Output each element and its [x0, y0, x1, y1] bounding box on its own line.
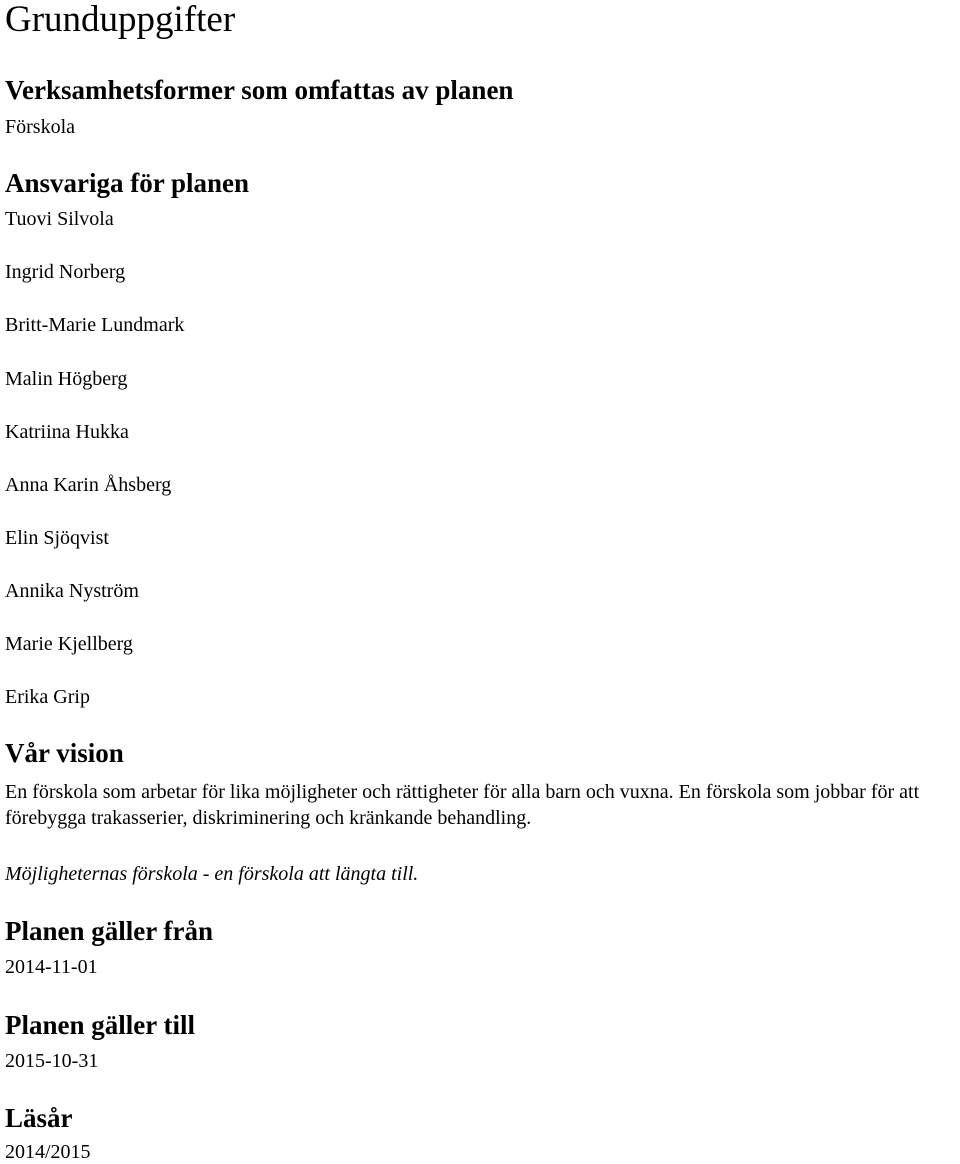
- vision-text: En förskola som arbetar för lika möjligheter och rättigheter för alla barn och vuxna. En förskola som jobbar för att förebygga trakasserier, diskriminering och kränkande behandling.: [5, 781, 920, 829]
- verksamhetsform-value: Förskola: [5, 116, 75, 138]
- vision-motto: Möjligheternas förskola - en förskola att längta till.: [5, 863, 419, 885]
- page-title: Grunduppgifter: [5, 0, 236, 40]
- responsible-name: Britt-Marie Lundmark: [5, 314, 185, 336]
- section-heading-ansvariga: Ansvariga för planen: [5, 168, 250, 198]
- responsible-name: Marie Kjellberg: [5, 633, 133, 655]
- valid-from-date: 2014-11-01: [5, 956, 98, 978]
- section-heading-lasar: Läsår: [5, 1103, 73, 1133]
- responsible-name: Tuovi Silvola: [5, 208, 114, 230]
- responsible-name: Anna Karin Åhsberg: [5, 474, 172, 496]
- responsible-name: Elin Sjöqvist: [5, 527, 109, 549]
- responsible-name: Annika Nyström: [5, 580, 139, 602]
- section-heading-vision: Vår vision: [5, 738, 124, 768]
- responsible-name: Katriina Hukka: [5, 421, 129, 443]
- responsible-name: Ingrid Norberg: [5, 261, 126, 283]
- section-heading-valid-to: Planen gäller till: [5, 1010, 195, 1040]
- valid-to-date: 2015-10-31: [5, 1050, 99, 1072]
- section-heading-valid-from: Planen gäller från: [5, 916, 213, 946]
- responsible-name: Erika Grip: [5, 686, 90, 708]
- responsible-name: Malin Högberg: [5, 368, 128, 390]
- section-heading-verksamhetsformer: Verksamhetsformer som omfattas av planen: [5, 75, 514, 105]
- lasar-value: 2014/2015: [5, 1141, 91, 1163]
